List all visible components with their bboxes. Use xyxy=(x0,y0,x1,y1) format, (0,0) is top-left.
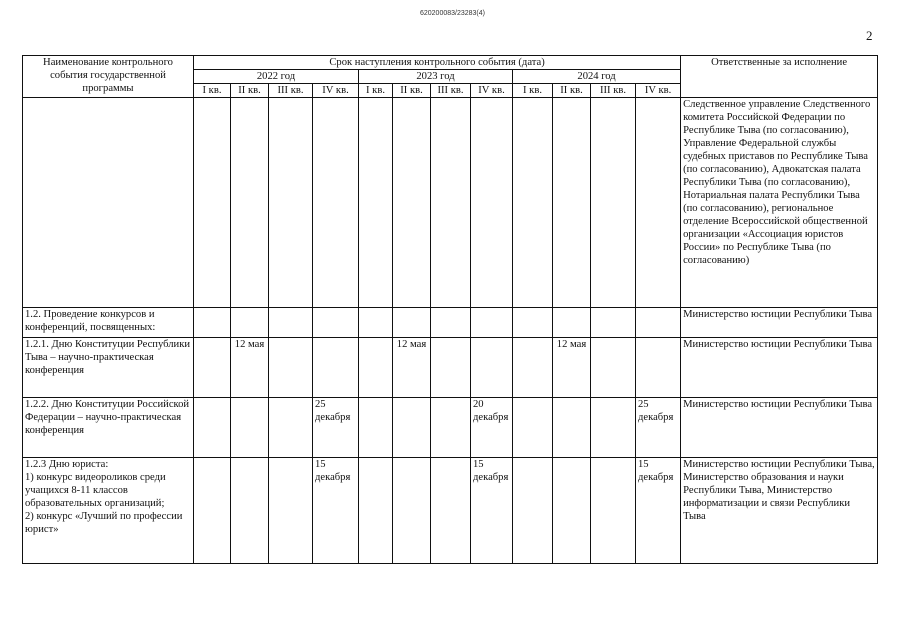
date-cell xyxy=(194,308,231,338)
date-cell xyxy=(591,98,636,308)
date-cell: 15 декабря xyxy=(471,458,513,564)
table-row xyxy=(23,308,878,338)
date-cell xyxy=(231,98,269,308)
responsible-cell: Министерство юстиции Республики Тыва xyxy=(681,398,878,458)
date-cell xyxy=(591,338,636,398)
date-cell xyxy=(194,98,231,308)
date-cell xyxy=(513,338,553,398)
quarter-header: I кв. xyxy=(194,84,231,98)
date-cell xyxy=(636,338,681,398)
date-cell xyxy=(553,98,591,308)
responsible-cell: Министерство юстиции Республики Тыва, Министерство образования и науки Республики Тыва, Министерство информатизации и связи Республики Тыва xyxy=(681,458,878,564)
date-cell xyxy=(359,458,393,564)
date-cell xyxy=(231,398,269,458)
responsible-cell: Министерство юстиции Республики Тыва xyxy=(681,338,878,398)
quarter-header: III кв. xyxy=(431,84,471,98)
date-cell xyxy=(513,398,553,458)
date-cell xyxy=(636,98,681,308)
date-cell xyxy=(269,308,313,338)
quarter-header: I кв. xyxy=(513,84,553,98)
date-cell: 15 декабря xyxy=(313,458,359,564)
event-cell: 1.2. Проведение конкурсов и конференций, посвященных: xyxy=(23,308,194,338)
date-cell: 15 декабря xyxy=(636,458,681,564)
document-id: 620200083/23283(4) xyxy=(419,10,485,17)
date-cell xyxy=(431,338,471,398)
period-column-header: Срок наступления контрольного события (дата) xyxy=(194,56,681,70)
date-cell xyxy=(359,308,393,338)
quarter-header: IV кв. xyxy=(636,84,681,98)
quarter-header: IV кв. xyxy=(471,84,513,98)
date-cell xyxy=(269,98,313,308)
responsible-column-header: Ответственные за исполнение xyxy=(681,56,878,98)
event-column-header: Наименование контрольного события государственной программы xyxy=(23,56,194,98)
date-cell: 25 декабря xyxy=(313,398,359,458)
date-cell xyxy=(194,338,231,398)
control-events-table xyxy=(22,55,878,564)
date-cell xyxy=(393,98,431,308)
date-cell xyxy=(231,308,269,338)
date-cell xyxy=(471,338,513,398)
date-cell: 20 декабря xyxy=(471,398,513,458)
date-cell xyxy=(636,308,681,338)
date-cell xyxy=(359,398,393,458)
quarter-header: IV кв. xyxy=(313,84,359,98)
date-cell xyxy=(471,308,513,338)
event-cell xyxy=(23,98,194,308)
page-number: 2 xyxy=(866,28,873,43)
quarter-header: II кв. xyxy=(231,84,269,98)
date-cell xyxy=(359,338,393,398)
date-cell xyxy=(194,398,231,458)
table-row xyxy=(23,458,878,564)
responsible-cell: Министерство юстиции Республики Тыва xyxy=(681,308,878,338)
date-cell xyxy=(431,308,471,338)
quarter-header: III кв. xyxy=(591,84,636,98)
date-cell xyxy=(393,458,431,564)
table-row xyxy=(23,398,878,458)
quarter-header: III кв. xyxy=(269,84,313,98)
date-cell: 25 декабря xyxy=(636,398,681,458)
date-cell xyxy=(553,308,591,338)
date-cell xyxy=(513,308,553,338)
date-cell xyxy=(313,308,359,338)
date-cell xyxy=(591,308,636,338)
date-cell: 12 мая xyxy=(231,338,269,398)
event-cell: 1.2.1. Дню Конституции Республики Тыва – научно-практическая конференция xyxy=(23,338,194,398)
year-header: 2024 год xyxy=(513,70,681,84)
table-row xyxy=(23,98,878,308)
date-cell xyxy=(269,458,313,564)
date-cell xyxy=(513,98,553,308)
year-header: 2023 год xyxy=(359,70,513,84)
responsible-cell: Следственное управление Следственного комитета Российской Федерации по Республике Тыва (по согласованию), Управление Федеральной службы судебных приставов по Республике Тыва (по согласованию), Адвокатская палата Республики Тыва (по согласованию), Нотариальная палата Республики Тыва (по согласованию), региональное отделение Всероссийской общественной организации «Ассоциация юристов России» по Республике Тыва (по согласованию) xyxy=(681,98,878,308)
date-cell xyxy=(513,458,553,564)
date-cell xyxy=(591,458,636,564)
date-cell xyxy=(393,398,431,458)
quarter-header: II кв. xyxy=(393,84,431,98)
date-cell xyxy=(431,398,471,458)
quarter-header: I кв. xyxy=(359,84,393,98)
date-cell xyxy=(313,98,359,308)
date-cell xyxy=(269,338,313,398)
date-cell xyxy=(359,98,393,308)
date-cell xyxy=(553,398,591,458)
date-cell xyxy=(431,98,471,308)
date-cell: 12 мая xyxy=(553,338,591,398)
date-cell xyxy=(313,338,359,398)
event-cell: 1.2.2. Дню Конституции Российской Федерации – научно-практическая конференция xyxy=(23,398,194,458)
date-cell xyxy=(194,458,231,564)
date-cell xyxy=(591,398,636,458)
table-row xyxy=(23,338,878,398)
year-header: 2022 год xyxy=(194,70,359,84)
quarter-header: II кв. xyxy=(553,84,591,98)
date-cell xyxy=(431,458,471,564)
date-cell xyxy=(553,458,591,564)
event-cell: 1.2.3 Дню юриста: 1) конкурс видеороликов среди учащихся 8-11 классов образовательных организаций; 2) конкурс «Лучший по профессии юрист» xyxy=(23,458,194,564)
date-cell xyxy=(471,98,513,308)
date-cell xyxy=(231,458,269,564)
date-cell: 12 мая xyxy=(393,338,431,398)
date-cell xyxy=(393,308,431,338)
date-cell xyxy=(269,398,313,458)
